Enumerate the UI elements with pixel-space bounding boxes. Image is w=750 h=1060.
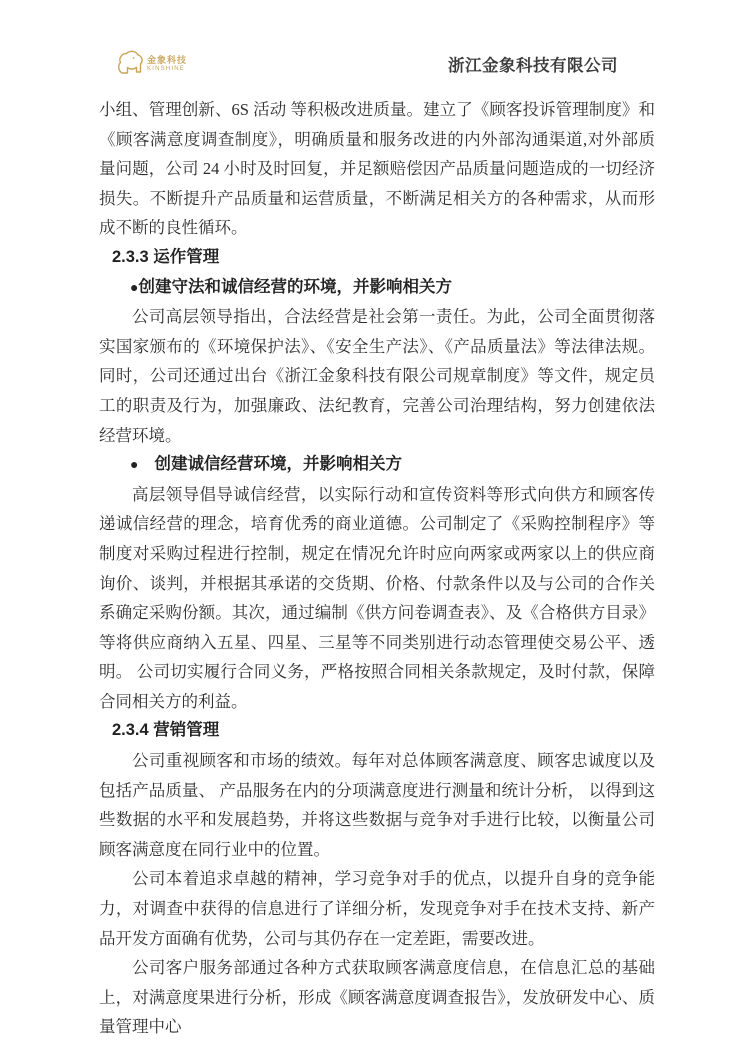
paragraph: 公司本着追求卓越的精神，学习竞争对手的优点，以提升自身的竞争能力，对调查中获得的信息进行了详细分析，发现竞争对手在技术支持、新产品开发方面确有优势，公司与其仍存在一定差距，需要改进。 — [99, 869, 655, 948]
company-logo — [116, 49, 187, 79]
section-heading-233: 2.3.3 运作管理 — [112, 247, 220, 266]
section-heading-234: 2.3.4 营销管理 — [112, 721, 220, 740]
elephant-logo-icon — [116, 49, 144, 79]
header-company-name: 浙江金象科技有限公司 — [448, 56, 618, 75]
bullet-text: 创建诚信经营环境，并影响相关方 — [154, 455, 402, 474]
bullet-dot-icon: ● — [130, 456, 139, 473]
paragraph: 公司重视顾客和市场的绩效。每年对总体顾客满意度、顾客忠诚度以及包括产品质量、 产品服务在内的分项满意度进行测量和统计分析， 以得到这些数据的水平和发展趋势，并将这些数据与竞争对手进行比较，以衡量公司顾客满意度在同行业中的位置。 — [99, 751, 655, 859]
paragraph: 公司客户服务部通过各种方式获取顾客满意度信息，在信息汇总的基础上，对满意度果进行分析，形成《顾客满意度调查报告》，发放研发中心、质量管理中心 — [99, 958, 655, 1037]
bullet-dot-icon: ● — [130, 278, 139, 295]
logo-brand-cn: 金象科技 — [147, 55, 188, 66]
paragraph: 高层领导倡导诚信经营，以实际行动和宣传资料等形式向供方和顾客传递诚信经营的理念，培育优秀的商业道德。公司制定了《采购控制程序》等制度对采购过程进行控制，规定在情况允许时应向两家或两家以上的供应商询价、谈判，并根据其承诺的交货期、价格、付款条件以及与公司的合作关系确定采购份额。其次，通过编制《供方问卷调查表》、及《合格供方目录》等将供应商纳入五星、四星、三星等不同类别进行动态管理使交易公平、透明。 公司切实履行合同义务，严格按照合同相关条款规定，及时付款，保障合同相关方的利益。 — [99, 484, 655, 711]
paragraph-intro: 小组、管理创新、6S 活动 等积极改进质量。建立了《顾客投诉管理制度》和《顾客满意度调查制度》，明确质量和服务改进的内外部沟通渠道,对外部质量问题，公司 24 小时及时回复，并足额赔偿因产品质量问题造成的一切经济损失。不断提升产品质量和运营质量，不断满足相关方的各种需求，从而形成不断的良性循环。 — [99, 100, 655, 238]
bullet-item — [99, 273, 655, 303]
paragraph: 公司高层领导指出，合法经营是社会第一责任。为此，公司全面贯彻落实国家颁布的《环境保护法》、《安全生产法》、《产品质量法》等法律法规。同时，公司还通过出台《浙江金象科技有限公司规章制度》等文件，规定员工的职责及行为，加强廉政、法纪教育，完善公司治理结构，努力创建依法经营环境。 — [99, 307, 655, 445]
page-header — [0, 0, 750, 95]
logo-wordmark — [147, 55, 187, 72]
logo-brand-en: KINSHINE — [147, 65, 185, 72]
bullet-text: 创建守法和诚信经营的环境，并影响相关方 — [138, 277, 452, 296]
bullet-item — [99, 450, 655, 480]
document-body — [99, 95, 655, 1042]
